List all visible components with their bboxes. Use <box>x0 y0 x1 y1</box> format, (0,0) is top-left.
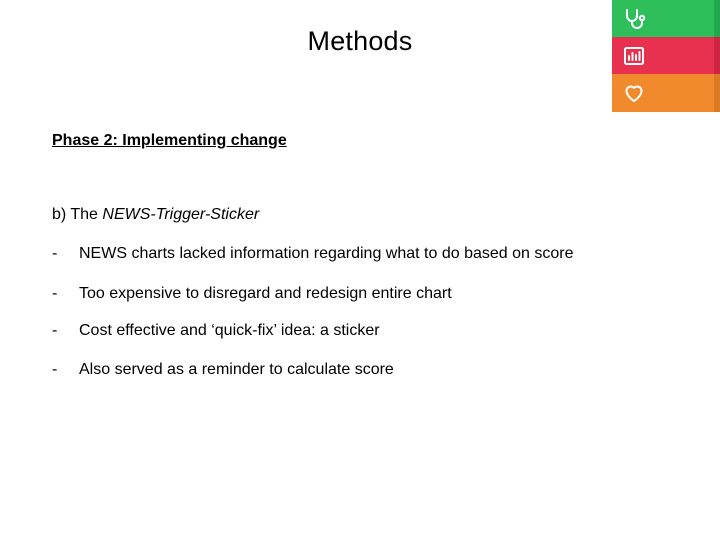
slide-title: Methods <box>307 26 413 56</box>
bullet-item <box>52 361 394 379</box>
bullet-text: NEWS charts lacked information regarding what to do based on score <box>79 245 574 262</box>
heart-icon <box>622 81 646 105</box>
bullet-item <box>52 322 380 340</box>
bullet-item <box>52 245 573 263</box>
badge-band-red <box>612 37 720 74</box>
badge-band-orange <box>612 74 720 112</box>
section-label <box>52 206 259 224</box>
section-prefix: b) The <box>52 206 103 223</box>
badge-band-green <box>612 0 720 37</box>
badge-band-edge <box>714 74 720 112</box>
stethoscope-icon <box>622 7 646 31</box>
bullet-text: Too expensive to disregard and redesign entire chart <box>79 285 452 302</box>
bullet-text: Also served as a reminder to calculate score <box>79 361 394 378</box>
badge-band-edge <box>714 0 720 37</box>
bullet-marker: - <box>52 285 58 302</box>
bullet-text: Cost effective and ‘quick-fix’ idea: a sticker <box>79 322 380 339</box>
badge-band-edge <box>714 37 720 74</box>
bullet-item <box>52 285 452 303</box>
brand-badge <box>612 0 720 112</box>
bullet-marker: - <box>52 245 58 262</box>
section-emphasis: NEWS-Trigger-Sticker <box>102 206 260 223</box>
bullet-marker: - <box>52 322 58 339</box>
bar-chart-icon <box>622 44 646 68</box>
bullet-marker: - <box>52 361 58 378</box>
phase-subheading: Phase 2: Implementing change <box>52 132 287 149</box>
